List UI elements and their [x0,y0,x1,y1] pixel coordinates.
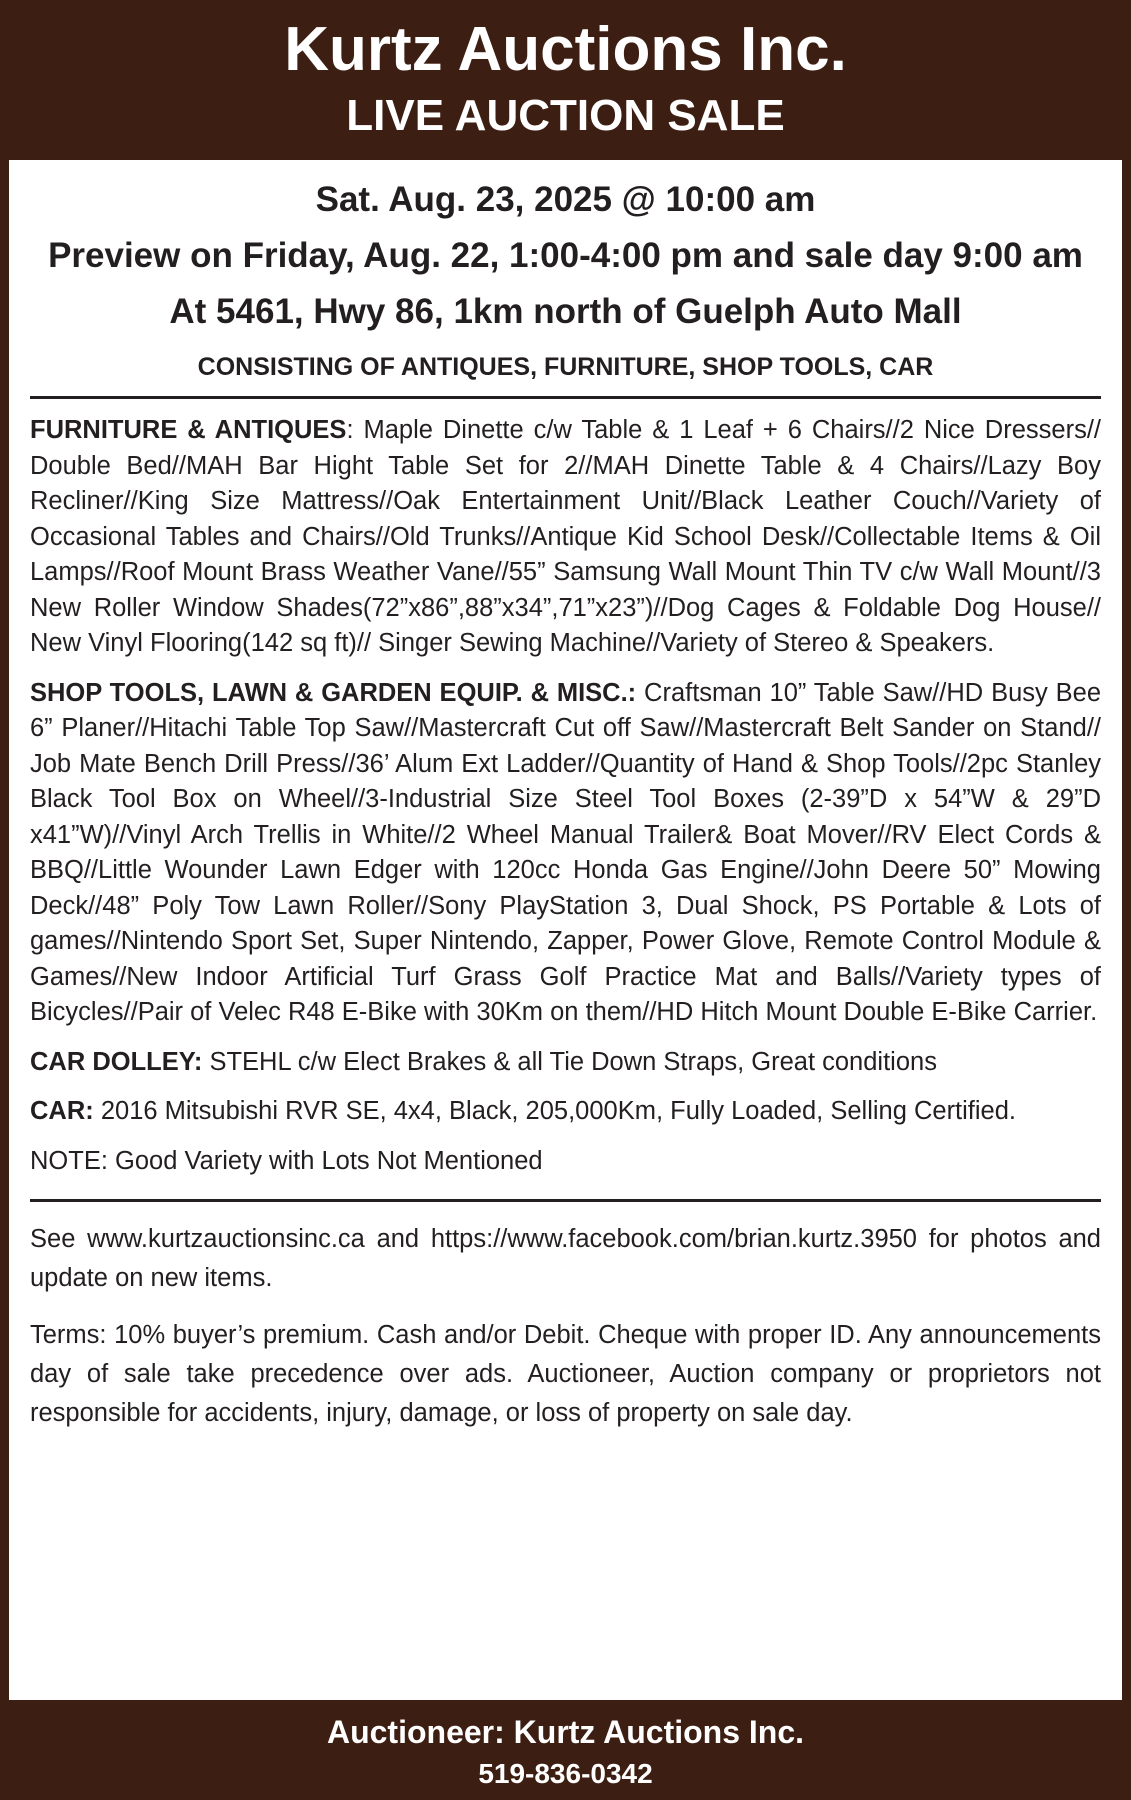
ad-footer [0,1700,1131,1800]
phone-number: 519-836-0342 [478,1758,653,1789]
sale-location: At 5461, Hwy 86, 1km north of Guelph Auto Mall [169,292,962,331]
note-text: NOTE: Good Variety with Lots Not Mentioned [30,1146,543,1175]
car-heading: CAR: [30,1097,94,1125]
furniture-heading: FURNITURE & ANTIQUES [30,416,347,444]
shop-tools-heading: SHOP TOOLS, LAWN & GARDEN EQUIP. & MISC.: [30,678,637,707]
car-dolley-details: STEHL c/w Elect Brakes & all Tie Down Straps, Great conditions [202,1047,937,1076]
section-divider [30,1199,1101,1202]
sale-subtitle: LIVE AUCTION SALE [346,91,785,140]
terms-info: Terms: 10% buyer’s premium. Cash and/or Debit. Cheque with proper ID. Any announcements day of sale take precedence over ads. Auctioneer, Auction company or proprietors not responsible for accidents, injury, damage, or loss of property on sale day. [30,1321,1101,1427]
shop-tools-items: Craftsman 10” Table Saw//HD Busy Bee 6” Planer//Hitachi Table Top Saw//Mastercraft Cut off Saw//Mastercraft Belt Sander on Stand// Job Mate Bench Drill Press//36’ Alum Ext Ladder//Quantity of Hand & Shop Tools//2pc Stanley Black Tool Box on Wheel//3-Industrial Size Steel Tool Boxes (2-39”D x 54”W & 29”D x41”W)//Vinyl Arch Trellis in White//2 Wheel Manual Trailer& Boat Mover//RV Elect Cords & BBQ//Little Wounder Lawn Edger with 120cc Honda Gas Engine//John Deere 50” Mowing Deck//48” Poly Tow Lawn Roller//Sony PlayStation 3, Dual Shock, PS Portable & Lots of games//Nintendo Sport Set, Super Nintendo, Zapper, Power Glove, Remote Control Module & Games//New Indoor Artificial Turf Grass Golf Practice Mat and Balls//Variety types of Bicycles//Pair of Velec R48 E-Bike with 30Km on them//HD Hitch Mount Double E-Bike Carrier. [30,678,1101,1026]
website-info: See www.kurtzauctionsinc.ca and https://www.facebook.com/brian.kurtz.3950 for photos and update on new items. [30,1225,1101,1292]
sale-date: Sat. Aug. 23, 2025 @ 10:00 am [315,180,816,219]
company-title: Kurtz Auctions Inc. [284,15,847,84]
preview-times: Preview on Friday, Aug. 22, 1:00-4:00 pm and sale day 9:00 am [48,236,1083,275]
car-dolley-section [30,1045,1101,1081]
shop-tools-section [30,676,1101,1031]
car-dolley-heading: CAR DOLLEY: [30,1047,203,1076]
furniture-section [30,413,1101,662]
ad-body [9,160,1122,1700]
consisting-of: CONSISTING OF ANTIQUES, FURNITURE, SHOP TOOLS, CAR [30,350,1101,399]
car-details: 2016 Mitsubishi RVR SE, 4x4, Black, 205,000Km, Fully Loaded, Selling Certified. [93,1097,1017,1125]
note-section [30,1144,1101,1180]
furniture-items: : Maple Dinette c/w Table & 1 Leaf + 6 Chairs//2 Nice Dressers// Double Bed//MAH Bar Hight Table Set for 2//MAH Dinette Table & 4 Chairs//Lazy Boy Recliner//King Size Mattress//Oak Entertainment Unit//Black Leather Couch//Variety of Occasional Tables and Chairs//Old Trunks//Antique Kid School Desk//Collectable Items & Oil Lamps//Roof Mount Brass Weather Vane//55” Samsung Wall Mount Thin TV c/w Wall Mount//3 New Roller Window Shades(72”x86”,88”x34”,71”x23”)//Dog Cages & Foldable Dog House// New Vinyl Flooring(142 sq ft)// Singer Sewing Machine//Variety of Stereo & Speakers. [30,416,1101,657]
ad-header [9,0,1122,160]
car-section [30,1094,1101,1130]
auctioneer-name: Auctioneer: Kurtz Auctions Inc. [326,1714,805,1750]
